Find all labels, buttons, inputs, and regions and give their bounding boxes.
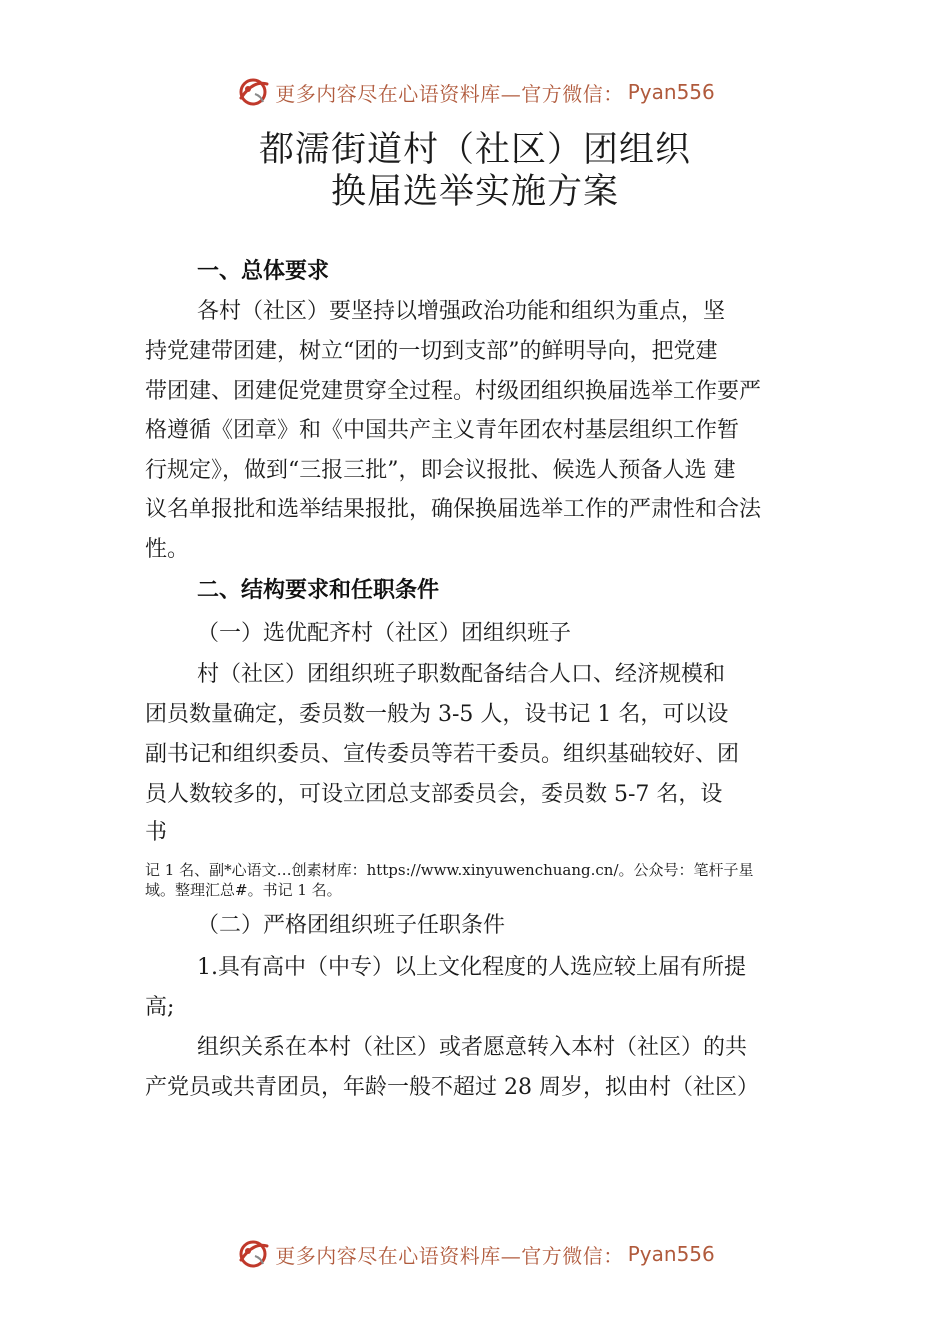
- paragraph-line: 员人数较多的，可设立团总支部委员会，委员数 5-7 名，设: [145, 782, 723, 807]
- footer-wechat-id: Pyan556: [627, 1242, 715, 1266]
- brand-logo-icon: [235, 74, 271, 110]
- paragraph-line: 副书记和组织委员、宣传委员等若干委员。组织基础较好、团: [145, 742, 740, 767]
- paragraph-line: 1.具有高中（中专）以上文化程度的人选应较上届有所提: [197, 955, 746, 980]
- paragraph-line: 议名单报批和选举结果报批，确保换届选举工作的严肃性和合法: [145, 497, 762, 522]
- small-text-line: 记 1 名、副*心语文…创素材库：https://www.xinyuwenchuang.cn/。公众号：笔杆子星: [145, 861, 754, 879]
- paragraph-line: 高;: [145, 995, 175, 1020]
- subsection-heading: （一）选优配齐村（社区）团组织班子: [197, 621, 572, 646]
- paragraph-line: 各村（社区）要坚持以增强政治功能和组织为重点，坚: [197, 299, 726, 324]
- section-heading-structure-requirements: 二、结构要求和任职条件: [197, 578, 440, 603]
- section-heading-overall-requirements: 一、总体要求: [197, 259, 330, 284]
- footer-banner-text: 更多内容尽在心语资料库—官方微信：: [275, 1243, 624, 1268]
- paragraph-line: 性。: [145, 537, 190, 562]
- small-text-line: 域。整理汇总#。书记 1 名。: [145, 881, 342, 899]
- paragraph-line: 带团建、团建促党建贯穿全过程。村级团组织换届选举工作要严: [145, 379, 762, 404]
- paragraph-line: 书: [145, 820, 168, 845]
- brand-logo-icon: [235, 1236, 271, 1272]
- header-wechat-id: Pyan556: [627, 80, 715, 104]
- document-title-line-2: 换届选举实施方案: [330, 172, 619, 212]
- document-title-line-1: 都濡街道村（社区）团组织: [258, 130, 691, 170]
- paragraph-line: 产党员或共青团员，年龄一般不超过 28 周岁，拟由村（社区）: [145, 1075, 759, 1100]
- paragraph-line: 组织关系在本村（社区）或者愿意转入本村（社区）的共: [197, 1035, 748, 1060]
- header-banner-text: 更多内容尽在心语资料库—官方微信：: [275, 81, 624, 106]
- paragraph-line: 行规定》，做到“三报三批”，即会议报批、候选人预备人选 建: [145, 458, 736, 483]
- paragraph-line: 格遵循《团章》和《中国共产主义青年团农村基层组织工作暂: [145, 418, 740, 443]
- paragraph-line: 村（社区）团组织班子职数配备结合人口、经济规模和: [197, 662, 726, 687]
- paragraph-line: 团员数量确定，委员数一般为 3-5 人，设书记 1 名，可以设: [145, 702, 729, 727]
- subsection-heading: （二）严格团组织班子任职条件: [197, 913, 506, 938]
- footer-banner: [0, 1232, 950, 1276]
- paragraph-line: 持党建带团建，树立“团的一切到支部”的鲜明导向，把党建: [145, 339, 718, 364]
- header-banner: [0, 70, 950, 114]
